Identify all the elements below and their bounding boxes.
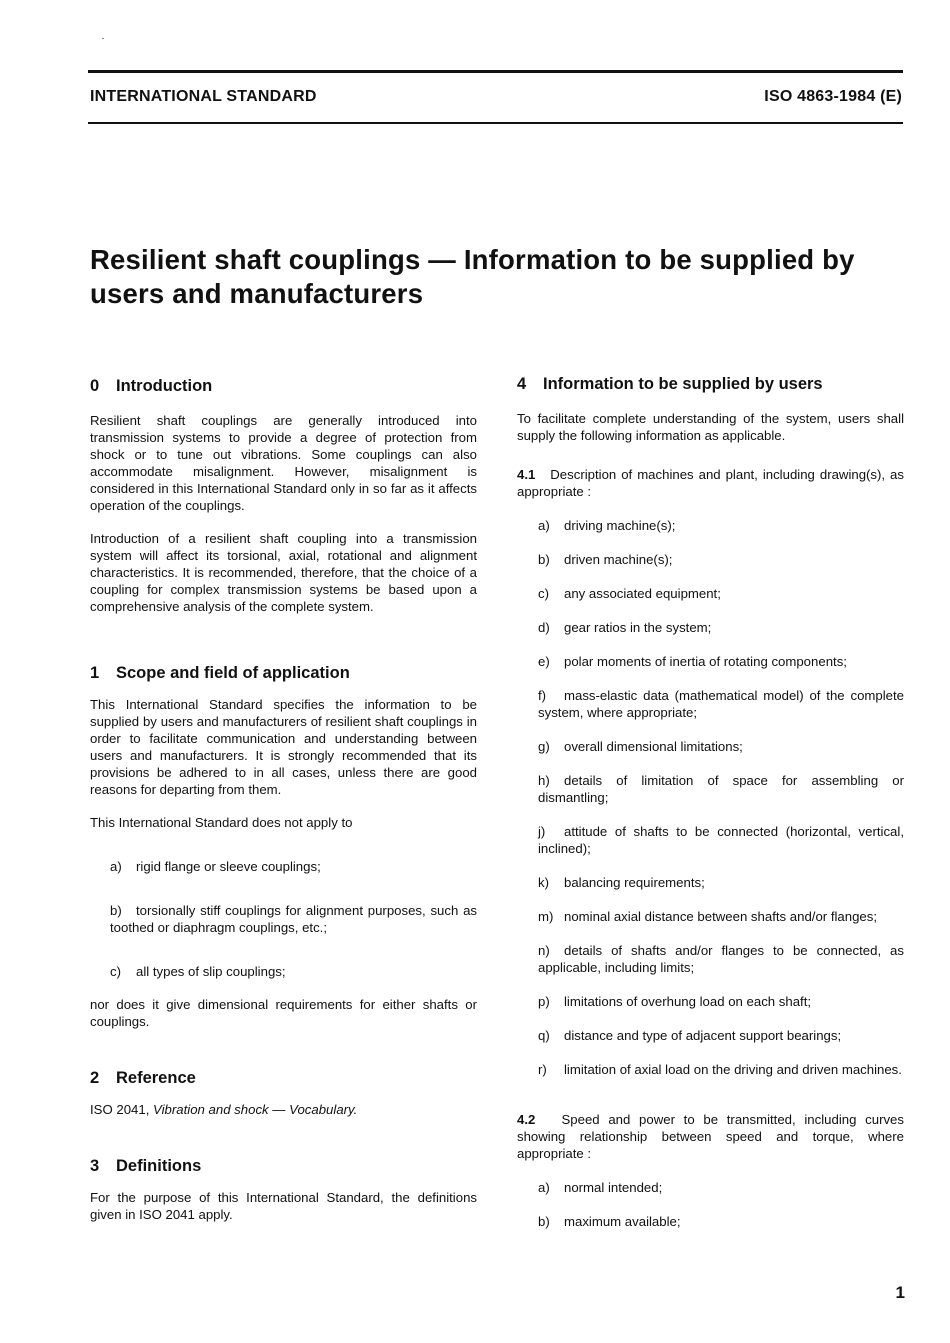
list-label: b) [110, 903, 122, 918]
section-4-heading [517, 374, 904, 394]
list-item [110, 858, 477, 875]
scan-speck [102, 38, 104, 39]
section-number: 4 [517, 375, 527, 393]
list-item [538, 687, 904, 721]
list-label: g) [538, 739, 550, 754]
section-title: Definitions [116, 1157, 202, 1175]
list-item [538, 772, 904, 806]
list-text: gear ratios in the system; [564, 620, 712, 635]
list-text: all types of slip couplings; [136, 964, 286, 979]
list-item [538, 1061, 904, 1078]
list-text: polar moments of inertia of rotating components; [564, 654, 847, 669]
list-item [538, 874, 904, 891]
list-label: k) [538, 875, 549, 890]
list-text: maximum available; [564, 1214, 681, 1229]
list-text: mass-elastic data (mathematical model) of the complete system, where appropriate; [538, 688, 904, 720]
list-label: c) [110, 964, 121, 979]
list-text: nominal axial distance between shafts and/or flanges; [564, 909, 878, 924]
list-text: normal intended; [564, 1180, 663, 1195]
subclause-text: Description of machines and plant, including drawing(s), as appropriate : [517, 467, 904, 499]
list-item [538, 1179, 904, 1196]
subclause-text: Speed and power to be transmitted, including curves showing relationship between speed and torque, where appropriate : [517, 1112, 904, 1161]
intro-paragraph-2: Introduction of a resilient shaft coupling into a transmission system will affect its torsional, axial, rotational and alignment characteristics. It is recommended, therefore, that the choice of a coupling for complex transmission systems be based upon a comprehensive analysis of the complete system. [90, 531, 477, 614]
speed-power-list [517, 1179, 904, 1230]
list-label: r) [538, 1062, 547, 1077]
section-0-heading [90, 376, 477, 396]
list-label: j) [538, 824, 546, 839]
list-item [538, 1027, 904, 1044]
list-item [538, 823, 904, 857]
list-label: f) [538, 688, 547, 703]
list-label: q) [538, 1028, 550, 1043]
scope-paragraph-2: This International Standard does not apply to [90, 815, 353, 830]
list-item [538, 619, 904, 636]
list-label: c) [538, 586, 549, 601]
subclause-number: 4.2 [517, 1112, 536, 1127]
section-1-heading [90, 663, 477, 683]
section-3-heading [90, 1156, 477, 1176]
list-text: driven machine(s); [564, 552, 673, 567]
list-text: balancing requirements; [564, 875, 705, 890]
list-label: p) [538, 994, 550, 1009]
list-label: m) [538, 909, 554, 924]
list-item [538, 908, 904, 925]
section-title: Reference [116, 1069, 196, 1087]
list-item [538, 551, 904, 568]
section-number: 3 [90, 1157, 100, 1175]
reference-number: ISO 2041, [90, 1102, 154, 1117]
header-standard-number: ISO 4863-1984 (E) [764, 88, 902, 105]
list-text: limitation of axial load on the driving and driven machines. [564, 1062, 902, 1077]
list-label: b) [538, 1214, 550, 1229]
section-title: Scope and field of application [116, 664, 350, 682]
list-text: limitations of overhung load on each shaft; [564, 994, 812, 1009]
header-bottom-rule [88, 122, 903, 124]
section-title: Introduction [116, 377, 213, 395]
section-number: 1 [90, 664, 100, 682]
list-text: overall dimensional limitations; [564, 739, 743, 754]
list-item [538, 517, 904, 534]
list-item [538, 653, 904, 670]
list-item [538, 738, 904, 755]
definitions-paragraph: For the purpose of this International Standard, the definitions given in ISO 2041 apply. [90, 1190, 477, 1222]
list-label: d) [538, 620, 550, 635]
intro-paragraph-1: Resilient shaft couplings are generally introduced into transmission systems to provide a degree of protection from shock or to tune out vibrations. Some couplings can also accommodate misalignment. However, misalignment is considered in this International Standard only in so far as it affects operation of the couplings. [90, 413, 477, 513]
reference-entry [90, 1101, 477, 1118]
list-item [110, 902, 477, 936]
subclause-number: 4.1 [517, 467, 536, 482]
scope-paragraph-3: nor does it give dimensional requirements for either shafts or couplings. [90, 997, 477, 1029]
list-item [110, 963, 477, 980]
list-text: driving machine(s); [564, 518, 676, 533]
list-label: a) [538, 1180, 550, 1195]
list-text: rigid flange or sleeve couplings; [136, 859, 321, 874]
list-text: distance and type of adjacent support bearings; [564, 1028, 842, 1043]
user-info-list [517, 517, 904, 1078]
page-number: 1 [895, 1283, 905, 1302]
subclause-4-1 [517, 466, 904, 500]
list-label: a) [110, 859, 122, 874]
subclause-4-2 [517, 1111, 904, 1162]
list-item [538, 1213, 904, 1230]
left-column [90, 376, 477, 1223]
section-number: 0 [90, 377, 100, 395]
scope-paragraph-1: This International Standard specifies the information to be supplied by users and manufacturers of resilient shaft couplings in order to facilitate communication and understanding between users and manufacturers. It is strongly recommended that its provisions be adhered to in all cases, unless there are good reasons for departing from them. [90, 697, 477, 797]
document-title: Resilient shaft couplings — Information to be supplied by users and manufacturers [90, 244, 855, 309]
list-label: n) [538, 943, 550, 958]
list-label: e) [538, 654, 550, 669]
list-text: torsionally stiff couplings for alignment purposes, such as toothed or diaphragm couplings, etc.; [110, 903, 477, 935]
header-standard-type: INTERNATIONAL STANDARD [90, 88, 317, 105]
list-item [538, 585, 904, 602]
list-label: a) [538, 518, 550, 533]
section-2-heading [90, 1068, 477, 1088]
section-number: 2 [90, 1069, 100, 1087]
section-title: Information to be supplied by users [543, 375, 823, 393]
list-text: attitude of shafts to be connected (horizontal, vertical, inclined); [538, 824, 904, 856]
list-label: h) [538, 773, 550, 788]
header-top-rule [88, 70, 903, 73]
list-text: details of shafts and/or flanges to be connected, as applicable, including limits; [538, 943, 904, 975]
list-text: any associated equipment; [564, 586, 721, 601]
list-item [538, 942, 904, 976]
exclusion-list [90, 858, 477, 980]
info-intro-paragraph: To facilitate complete understanding of the system, users shall supply the following information as applicable. [517, 411, 904, 443]
list-item [538, 993, 904, 1010]
reference-title: Vibration and shock — Vocabulary. [153, 1102, 358, 1117]
right-column [517, 376, 904, 1230]
list-text: details of limitation of space for assembling or dismantling; [538, 773, 904, 805]
list-label: b) [538, 552, 550, 567]
